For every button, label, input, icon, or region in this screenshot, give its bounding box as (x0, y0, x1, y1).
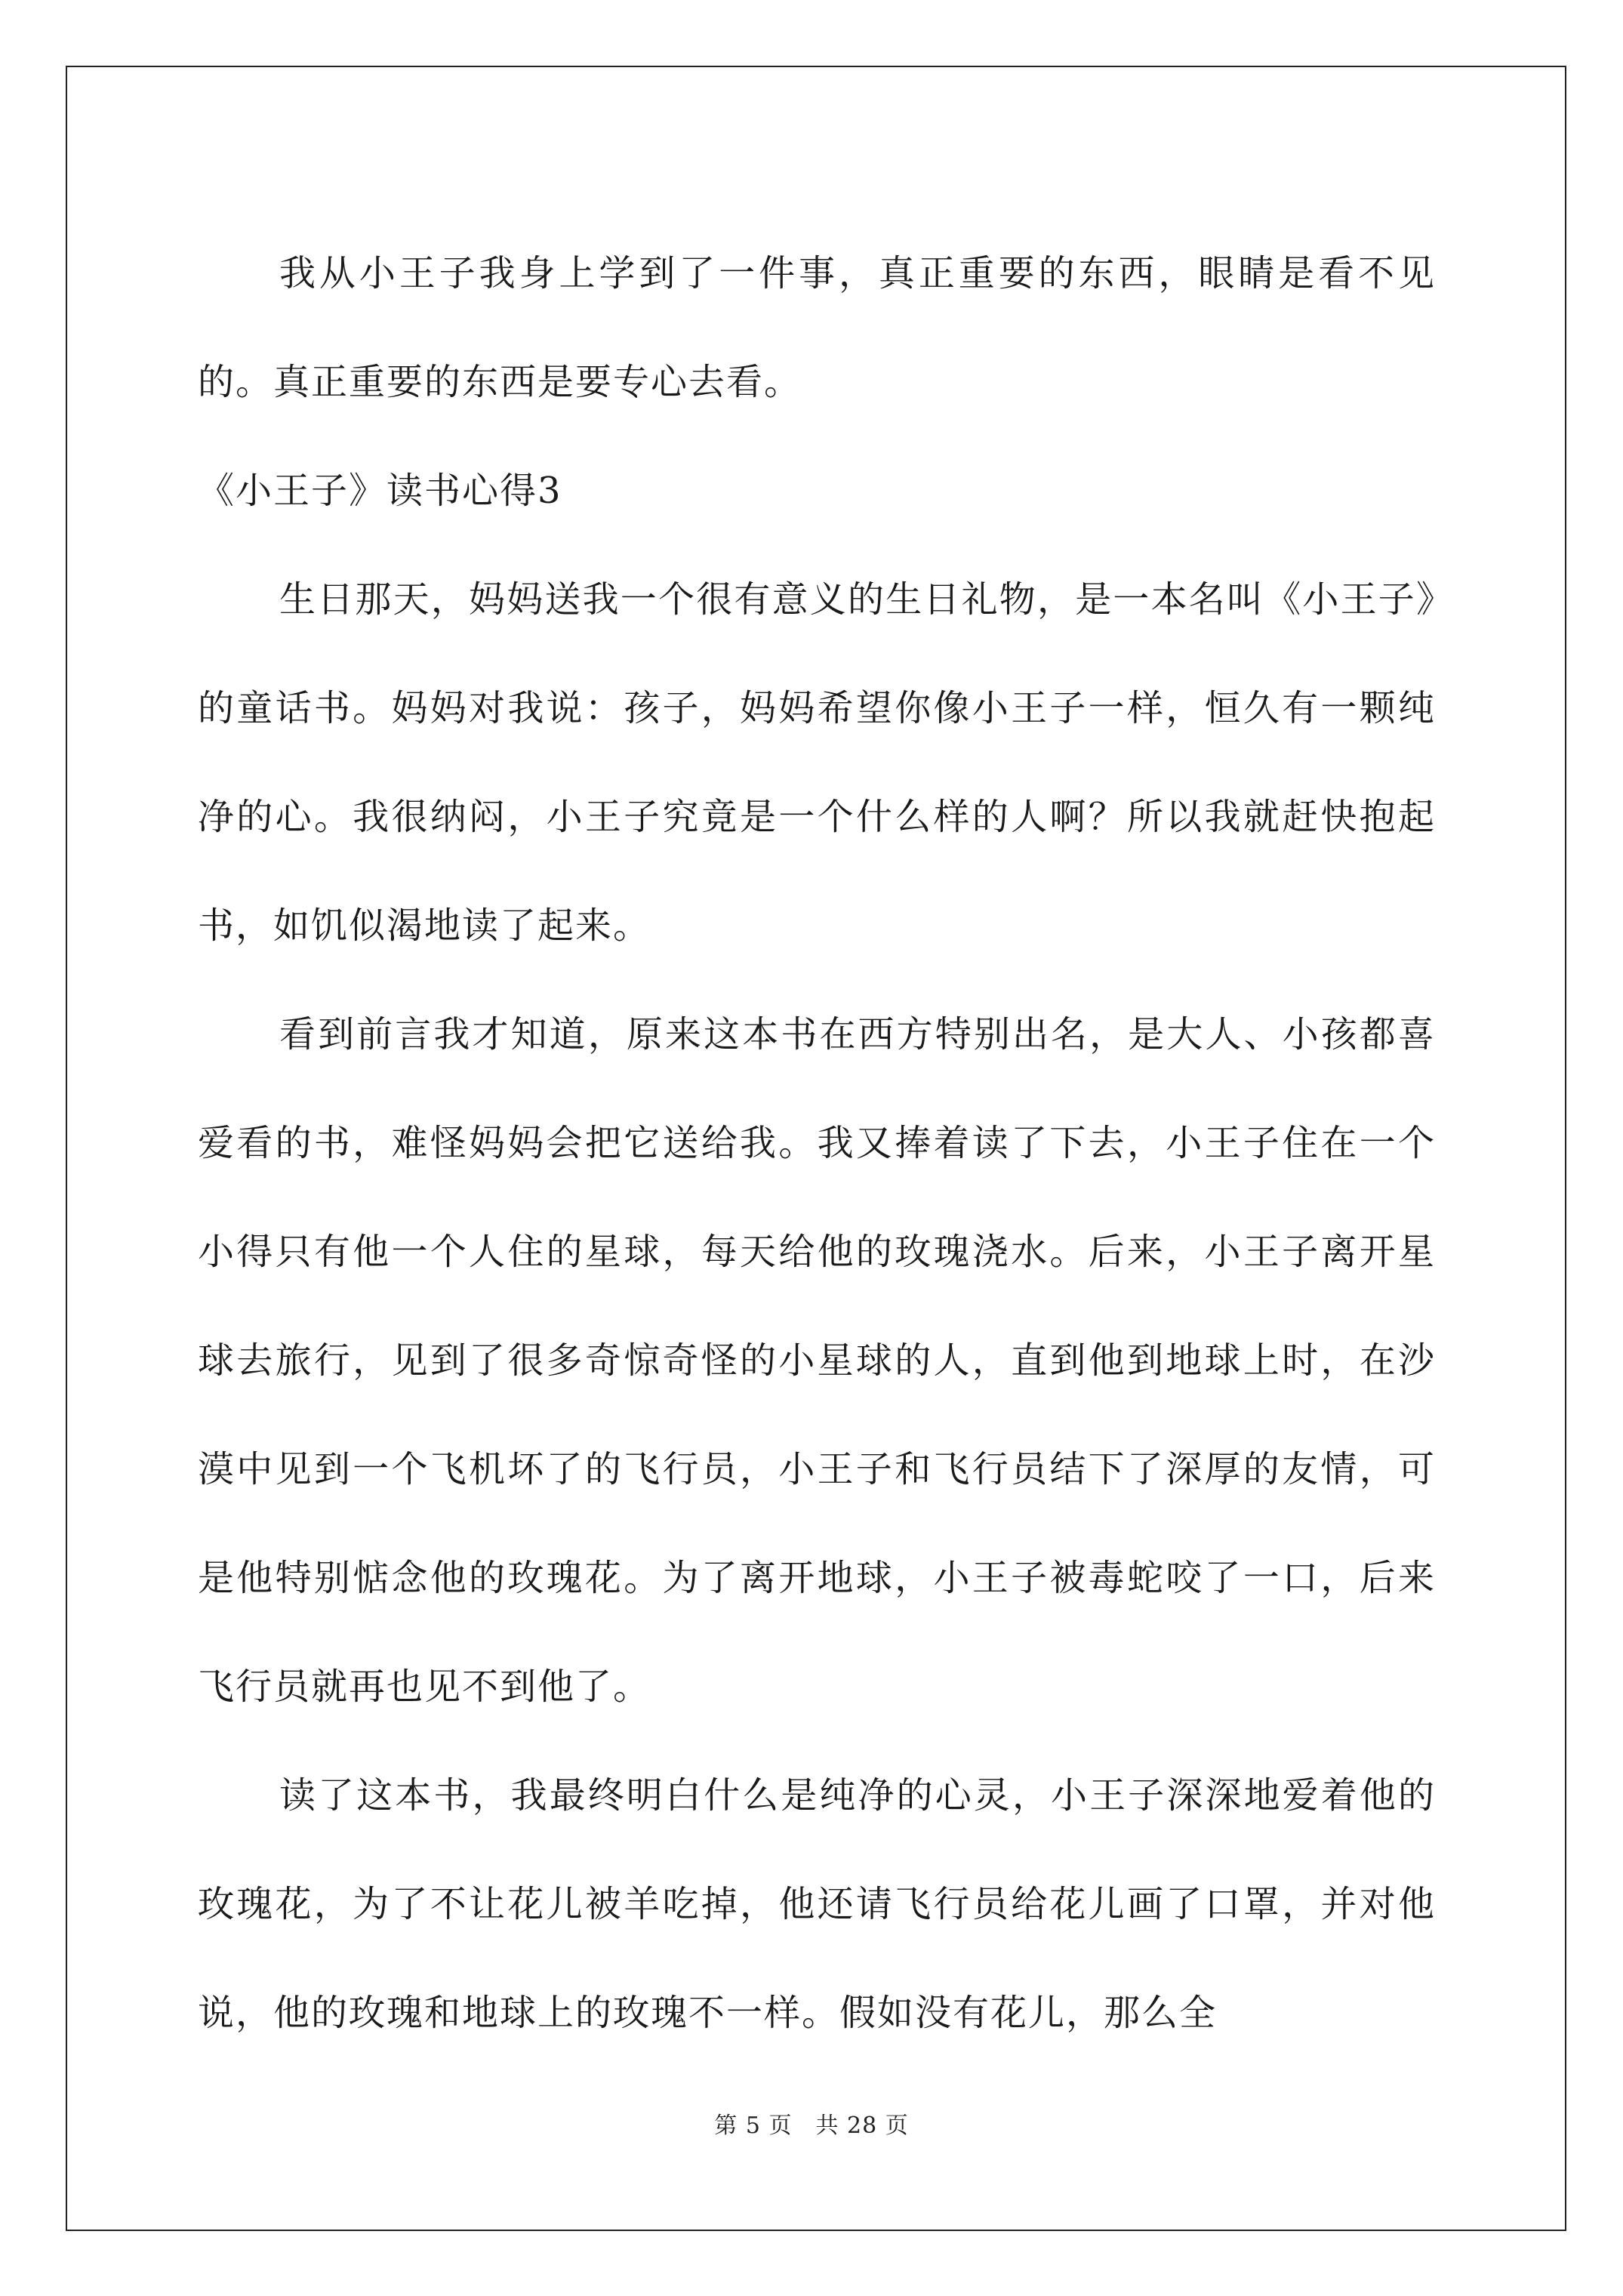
paragraph-2: 生日那天，妈妈送我一个很有意义的生日礼物，是一本名叫《小王子》的童话书。妈妈对我说：孩子，妈妈希望你像小王子一样，恒久有一颗纯净的心。我很纳闷，小王子究竟是一个什么样的人啊？所以我就赶快抱起书，如饥似渴地读了起来。 (198, 578, 1436, 947)
paragraph-4: 读了这本书，我最终明白什么是纯净的心灵，小王子深深地爱着他的玫瑰花，为了不让花儿被羊吃掉，他还请飞行员给花儿画了口罩，并对他说，他的玫瑰和地球上的玫瑰不一样。假如没有花儿，那么全 (198, 1774, 1436, 2034)
page-number-footer: 第 5 页 共 28 页 (714, 2113, 909, 2139)
document-body (198, 219, 1436, 2067)
paragraph-1: 我从小王子我身上学到了一件事，真正重要的东西，眼睛是看不见的。真正重要的东西是要专心去看。 (198, 252, 1436, 403)
paragraph-3: 看到前言我才知道，原来这本书在西方特别出名，是大人、小孩都喜爱看的书，难怪妈妈会把它送给我。我又捧着读了下去，小王子住在一个小得只有他一个人住的星球，每天给他的玫瑰浇水。后来，小王子离开星球去旅行，见到了很多奇惊奇怪的小星球的人，直到他到地球上时，在沙漠中见到一个飞机坏了的飞行员，小王子和飞行员结下了深厚的友情，可是他特别惦念他的玫瑰花。为了离开地球，小王子被毒蛇咬了一口，后来飞行员就再也见不到他了。 (198, 1013, 1436, 1708)
section-heading: 《小王子》读书心得3 (198, 470, 562, 512)
